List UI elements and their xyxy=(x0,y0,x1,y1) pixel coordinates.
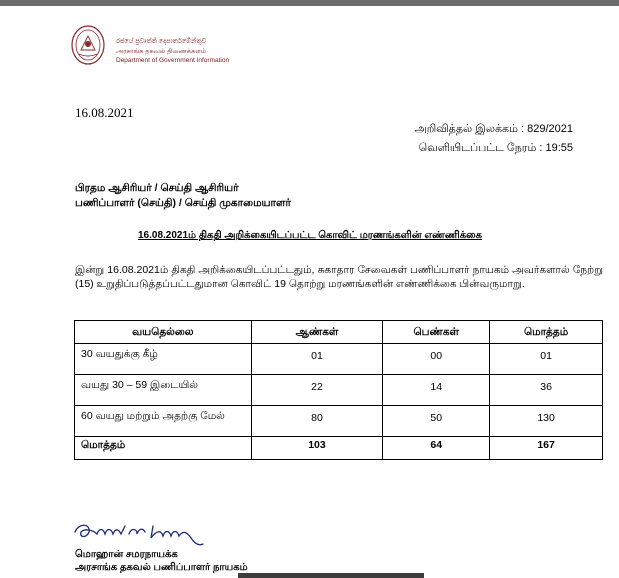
male-count-cell: 22 xyxy=(251,375,383,406)
department-name xyxy=(116,37,229,66)
age-range-cell: 30 வயதுக்கு கீழ் xyxy=(75,344,252,375)
male-total-cell: 103 xyxy=(251,437,383,460)
male-count-cell: 01 xyxy=(251,344,383,375)
department-name-tamil: அரசாங்க தகவல் திணைக்களம் xyxy=(116,47,207,55)
total-count-cell: 01 xyxy=(490,344,603,375)
male-count-cell: 80 xyxy=(251,406,383,437)
body-paragraph: இன்று 16.08.2021ம் திகதி அறிக்கையிடப்பட்டதும், சுகாதார சேவைகள் பணிப்பாளர் நாயகம் அவர்களால் நேற்று (15) உறுதிப்படுத்தப்பட்டதுமான கொவிட் 19 தொற்று மரணங்களின் எண்ணிக்கை பின்வருமாறு. xyxy=(75,264,603,290)
bottom-bar xyxy=(238,573,424,578)
table-header-row xyxy=(75,321,603,344)
signatory xyxy=(75,548,248,574)
total-label-cell: மொத்தம் xyxy=(75,437,252,460)
recipients xyxy=(75,181,291,211)
signatory-title: அரசாங்க தகவல் பணிப்பாளர் நாயகம் xyxy=(75,562,248,573)
recipient-line: பிரதம ஆசிரியர் / செய்தி ஆசிரியர் xyxy=(75,182,239,194)
table-row xyxy=(75,375,603,406)
female-total-cell: 64 xyxy=(383,437,490,460)
recipient-line: பணிப்பாளர் (செய்தி) / செய்தி முகாமையாளர் xyxy=(75,197,291,209)
covid-deaths-table xyxy=(74,320,603,460)
release-reference xyxy=(414,120,573,158)
government-emblem-icon xyxy=(70,24,106,66)
age-range-cell: 60 வயது மற்றும் அதற்கு மேல் xyxy=(75,406,252,437)
female-count-cell: 00 xyxy=(383,344,490,375)
column-header-female: பெண்கள் xyxy=(383,321,490,344)
grand-total-cell: 167 xyxy=(490,437,603,460)
signatory-name: மொஹான் சமரநாயக்க xyxy=(75,549,178,560)
release-number: அறிவித்தல் இலக்கம் : 829/2021 xyxy=(414,123,573,135)
column-header-male: ஆண்கள் xyxy=(251,321,383,344)
department-name-english: Department of Government Information xyxy=(116,57,230,64)
column-header-total: மொத்தம் xyxy=(490,321,603,344)
department-name-sinhala: රජයේ ප්‍රවෘත්ති දෙපාර්තමේන්තුව xyxy=(116,38,207,45)
handwritten-signature xyxy=(73,518,223,548)
top-bar xyxy=(0,0,619,6)
total-count-cell: 36 xyxy=(490,375,603,406)
table-row xyxy=(75,406,603,437)
female-count-cell: 50 xyxy=(383,406,490,437)
release-time: வெளியிடப்பட்ட நேரம் : 19:55 xyxy=(418,142,573,154)
table-total-row xyxy=(75,437,603,460)
age-range-cell: வயது 30 – 59 இடையில் xyxy=(75,375,252,406)
document-date: 16.08.2021 xyxy=(75,105,134,120)
total-count-cell: 130 xyxy=(490,406,603,437)
document-heading: 16.08.2021ம் திகதி அறிக்கையிடப்பட்ட கொவிட் மரணங்களின் எண்ணிக்கை xyxy=(137,230,482,241)
column-header-age-range: வயதெல்லை xyxy=(75,321,252,344)
table-row xyxy=(75,344,603,375)
female-count-cell: 14 xyxy=(383,375,490,406)
